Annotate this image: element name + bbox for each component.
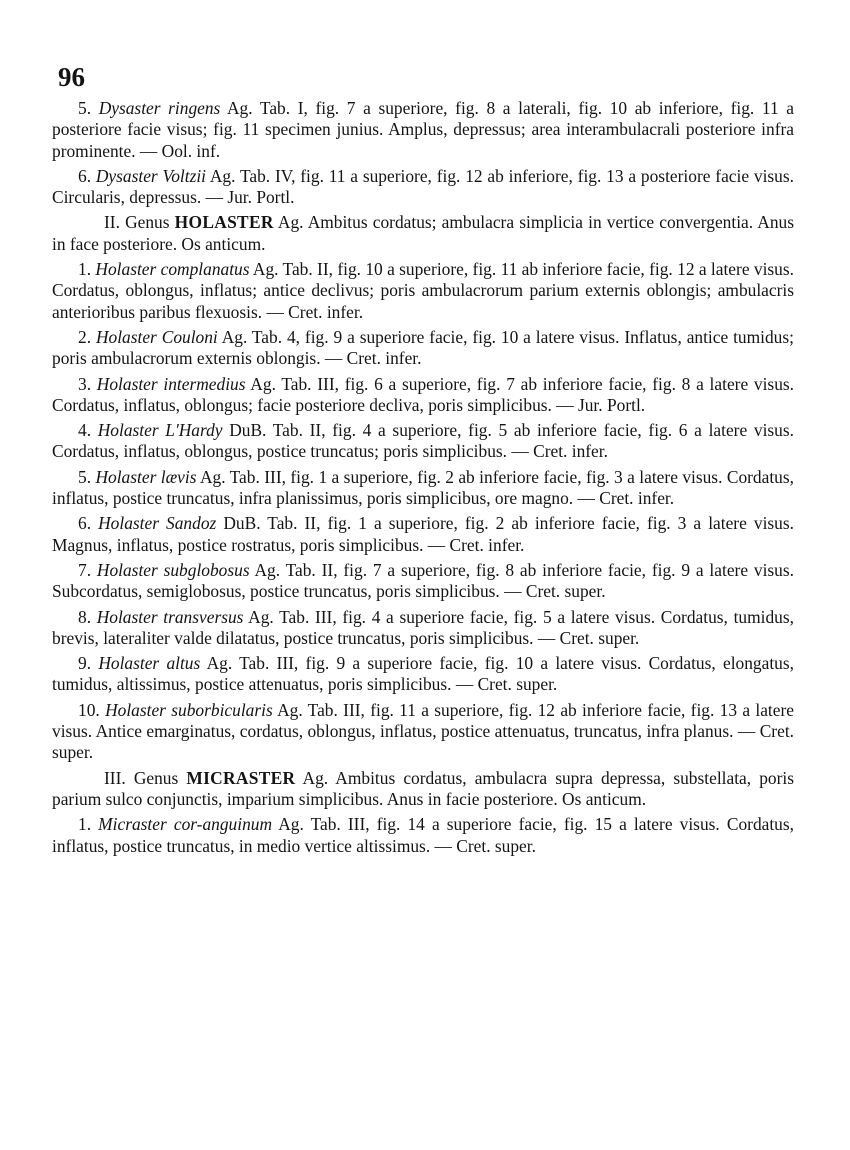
species-name: Holaster Sandoz — [98, 513, 217, 534]
species-name: Holaster intermedius — [96, 373, 246, 394]
species-name: Holaster altus — [98, 653, 201, 674]
species-entry-dysaster-voltzii — [52, 166, 794, 209]
species-name: Dysaster Voltzii — [95, 165, 207, 186]
entry-text: DuB. Tab. II, fig. 1 a superiore, fig. 2 ab inferiore facie, fig. 3 a latere visus. Magnus, inflatus, postice rostratus, poris simplicibus. — Cret. infer. — [52, 513, 794, 555]
entry-text: Ag. Tab. II, fig. 10 a superiore, fig. 11 ab inferiore facie, fig. 12 a latere visus. Cordatus, oblongus, inflatus; antice declivus; poris ambulacrorum parium externis oblongis; ambulacris anterioribus paribus flexuosis. — Cret. infer. — [52, 259, 794, 322]
genus-micraster-heading — [52, 768, 794, 811]
species-name: Holaster transversus — [96, 606, 244, 627]
entry-text: Ag. Tab. III, fig. 6 a superiore, fig. 7 ab inferiore facie, fig. 8 a latere visus. Cordatus, inflatus, oblongus; facie posteriore decliva, poris simplicibus. — Jur. Portl. — [52, 373, 795, 415]
entry-number: 6. — [78, 513, 92, 534]
species-entry — [52, 327, 794, 370]
species-name: Holaster L'Hardy — [97, 420, 223, 441]
species-entry — [52, 560, 794, 603]
entry-number: 4. — [78, 420, 92, 441]
entry-text: Ag. Tab. III, fig. 14 a superiore facie, fig. 15 a latere visus. Cordatus, inflatus, postice truncatus, in medio vertice altissimus. — Cret. super. — [52, 814, 794, 856]
entry-number: 3. — [78, 373, 92, 394]
genus-prefix: II. Genus — [104, 212, 175, 233]
species-entry — [52, 374, 794, 417]
species-name: Holaster subglobosus — [96, 559, 250, 580]
species-name: Holaster Couloni — [95, 326, 218, 347]
species-entry — [52, 513, 794, 556]
entry-number: 10. — [78, 699, 100, 720]
species-entry-dysaster-ringens — [52, 98, 794, 162]
genus-text: Ag. Ambitus cordatus, ambulacra supra depressa, substellata, poris parium sulco conjunctis, imparium simplicibus. Anus in facie posteriore. Os anticum. — [52, 767, 794, 809]
species-entry — [52, 259, 794, 323]
entry-text: Ag. Tab. 4, fig. 9 a superiore facie, fig. 10 a latere visus. Inflatus, antice tumidus; poris ambulacrorum externis oblongis. — Cret. infer. — [52, 326, 794, 369]
entry-text: Ag. Tab. III, fig. 11 a superiore, fig. 12 ab inferiore facie, fig. 13 a latere visus. Antice emarginatus, cordatus, oblongus, inflatus, postice attenuatus, truncatus, infra planus. — Cret. super. — [52, 699, 794, 763]
entry-number: 9. — [78, 653, 92, 674]
species-name: Holaster suborbicularis — [105, 699, 273, 720]
entry-text: DuB. Tab. II, fig. 4 a superiore, fig. 5 ab inferiore facie, fig. 6 a latere visus. Cordatus, inflatus, oblongus, postice truncatus; poris simplicibus. — Cret. infer. — [52, 420, 794, 462]
entry-number: 8. — [78, 606, 92, 627]
species-name: Holaster complanatus — [95, 259, 250, 280]
entry-number: 5. — [78, 98, 92, 118]
species-entry — [52, 814, 794, 857]
species-entry — [52, 700, 794, 764]
page-body — [52, 98, 794, 861]
page-number: 96 — [58, 62, 85, 92]
genus-name: HOLASTER — [174, 212, 274, 233]
species-entry — [52, 653, 794, 696]
species-name: Micraster cor-anguinum — [98, 814, 273, 835]
entry-text: Ag. Tab. I, fig. 7 a superiore, fig. 8 a laterali, fig. 10 ab inferiore, fig. 11 a posteriore facie visus; fig. 11 specimen junius. Amplus, depressus; area interambulacrali posteriore infra prominente. — Ool. inf. — [52, 98, 794, 161]
entry-text: Ag. Tab. IV, fig. 11 a superiore, fig. 12 ab inferiore, fig. 13 a posteriore facie visus. Circularis, depressus. — Jur. Portl. — [52, 165, 794, 208]
entry-text: Ag. Tab. III, fig. 9 a superiore facie, fig. 10 a latere visus. Cordatus, elongatus, tumidus, altissimus, postice attenuatus, poris simplicibus. — Cret. super. — [52, 653, 794, 695]
species-entry — [52, 420, 794, 463]
species-entry — [52, 607, 794, 650]
genus-name: MICRASTER — [186, 767, 296, 788]
species-name: Holaster lævis — [95, 466, 197, 487]
entry-number: 2. — [78, 326, 92, 347]
genus-prefix: III. Genus — [104, 767, 187, 788]
entry-number: 1. — [78, 814, 92, 835]
genus-holaster-heading — [52, 212, 794, 255]
species-name: Dysaster ringens — [98, 98, 221, 118]
entry-text: Ag. Tab. III, fig. 4 a superiore facie, fig. 5 a latere visus. Cordatus, tumidus, brevis, lateraliter valde dilatatus, postice truncatus, poris simplicibus. — Cret. super. — [52, 606, 794, 648]
entry-number: 7. — [78, 559, 92, 580]
entry-text: Ag. Tab. III, fig. 1 a superiore, fig. 2 ab inferiore facie, fig. 3 a latere visus. Cordatus, inflatus, postice truncatus, infra planissimus, poris simplicibus, ore magno. — Cret. infer. — [52, 466, 794, 509]
species-entry — [52, 467, 794, 510]
entry-text: Ag. Tab. II, fig. 7 a superiore, fig. 8 ab inferiore facie, fig. 9 a latere visus. Subcordatus, semiglobosus, postice truncatus, poris simplicibus. — Cret. super. — [52, 559, 794, 602]
entry-number: 1. — [78, 259, 92, 280]
genus-text: Ag. Ambitus cordatus; ambulacra simplicia in vertice convergentia. Anus in face posteriore. Os anticum. — [52, 212, 794, 254]
entry-number: 5. — [78, 466, 92, 487]
entry-number: 6. — [78, 165, 92, 186]
